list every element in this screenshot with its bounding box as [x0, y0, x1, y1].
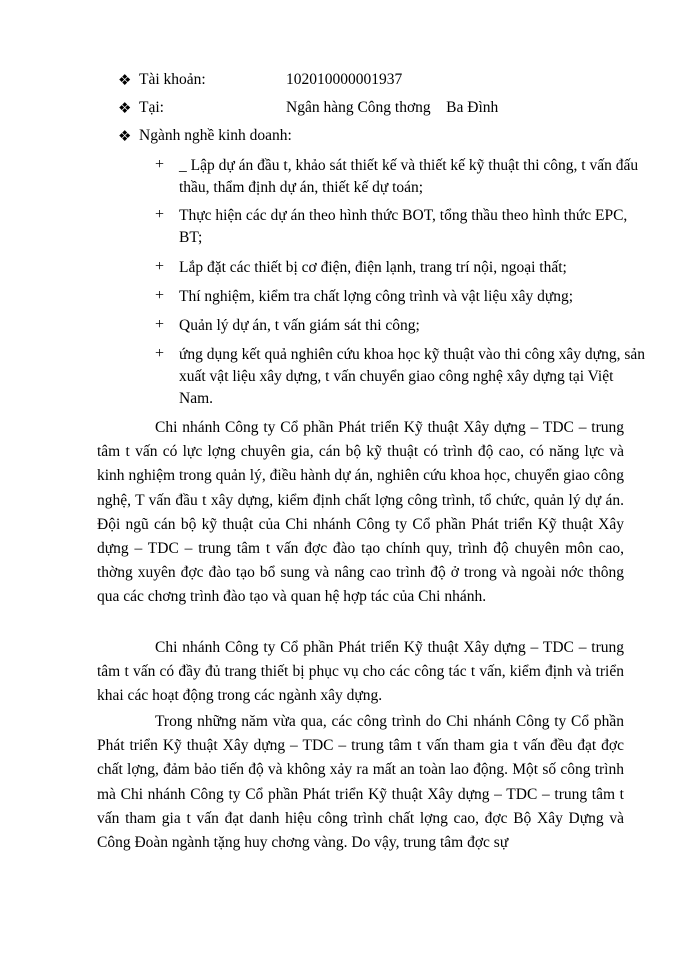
diamond-bullet-icon: ❖ — [118, 71, 132, 89]
plus-marker: + — [155, 156, 165, 173]
plus-marker: + — [155, 258, 165, 275]
business-item: ứng dụng kết quả nghiên cứu khoa học kỹ thuật vào thi công xây dựng, sản xuất vật liệu xây dựng, t vấn chuyển giao công nghệ xây dựng tại Việt Nam. — [179, 346, 645, 407]
business-item: Thí nghiệm, kiểm tra chất lợng công trình và vật liệu xây dựng; — [179, 288, 574, 305]
diamond-bullet-icon: ❖ — [118, 127, 132, 145]
account-number: 102010000001937 — [286, 71, 403, 88]
plus-marker: + — [155, 287, 165, 304]
paragraph-staff: Chi nhánh Công ty Cổ phần Phát triển Kỹ thuật Xây dựng – TDC – trung tâm t vấn có lực lợng chuyên gia, cán bộ kỹ thuật có trình độ cao, có năng lực và kinh nghiệm trong quản lý, điều hành dự án, nghiên cứu khoa học, chuyển giao công nghệ, T vấn đầu t xây dựng, kiểm định chất lợng công trình, tổ chức, quản lý dự án. Đội ngũ cán bộ kỹ thuật của Chi nhánh Công ty Cổ phần Phát triển Kỹ thuật Xây dựng – TDC – trung tâm t vấn đợc đào tạo chính quy, trình độ chuyên môn cao, thờng xuyên đợc đào tạo bổ sung và nâng cao trình độ ở trong và ngoài nớc thông qua các chơng trình đào tạo và quan hệ hợp tác của Chi nhánh. — [97, 419, 624, 606]
plus-marker: + — [155, 206, 165, 223]
bank-label: Tại: — [139, 99, 164, 116]
account-label: Tài khoản: — [139, 71, 206, 88]
business-item: Quản lý dự án, t vấn giám sát thi công; — [179, 317, 420, 334]
diamond-bullet-icon: ❖ — [118, 99, 132, 117]
plus-marker: + — [155, 316, 165, 333]
business-item: Lắp đặt các thiết bị cơ điện, điện lạnh, trang trí nội, ngoại thất; — [179, 259, 567, 276]
paragraph-achievements: Trong những năm vừa qua, các công trình do Chi nhánh Công ty Cổ phần Phát triển Kỹ thuật Xây dựng – TDC – trung tâm t vấn tham gia t vấn đều đạt đợc chất lợng, đảm bảo tiến độ và không xảy ra mất an toàn lao động. Một số công trình mà Chi nhánh Công ty Cổ phần Phát triển Kỹ thuật Xây dựng – TDC – trung tâm t vấn tham gia t vấn đạt danh hiệu công trình chất lợng cao, đợc Bộ Xây Dựng và Công Đoàn ngành tặng huy chơng vàng. Do vậy, trung tâm đợc sự — [97, 713, 624, 852]
plus-marker: + — [155, 345, 165, 362]
paragraph-equipment: Chi nhánh Công ty Cổ phần Phát triển Kỹ thuật Xây dựng – TDC – trung tâm t vấn có đầy đủ trang thiết bị phục vụ cho các công tác t vấn, kiểm định và triển khai các hoạt động trong các ngành xây dựng. — [97, 639, 624, 705]
bank-name: Ngân hàng Công thơng Ba Đình — [286, 99, 499, 116]
business-heading: Ngành nghề kinh doanh: — [139, 127, 292, 144]
business-item: Thực hiện các dự án theo hình thức BOT, tổng thầu theo hình thức EPC, BT; — [179, 207, 628, 246]
business-item: _ Lập dự án đầu t, khảo sát thiết kế và thiết kế kỹ thuật thi công, t vấn đấu thầu, thẩm định dự án, thiết kế dự toán; — [179, 157, 639, 196]
